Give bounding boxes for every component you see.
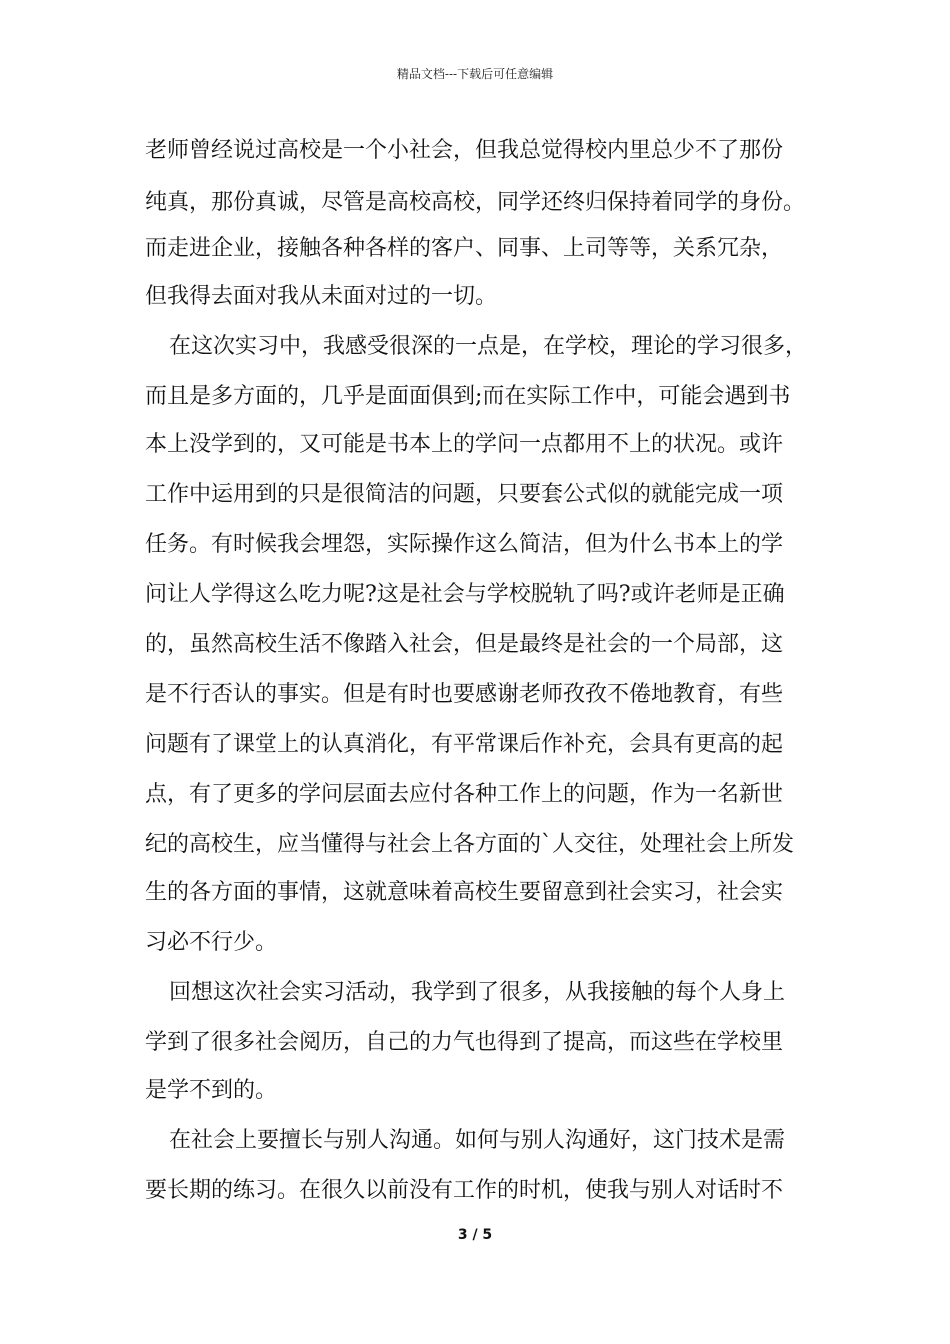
paragraph-2-line-13: 习必不行少。 [145, 930, 278, 955]
paragraph-2-line-3: 本上没学到的，又可能是书本上的学问一点都用不上的状况。或许 [145, 432, 784, 457]
paragraph-1-line-2: 纯真，那份真诚，尽管是高校高校，同学还终归保持着同学的身份。 [145, 190, 806, 215]
paragraph-2-line-11: 纪的高校生，应当懂得与社会上各方面的`人交往，处理社会上所发 [145, 832, 795, 857]
paragraph-2-line-4: 工作中运用到的只是很简洁的问题，只要套公式似的就能完成一项 [145, 482, 784, 507]
paragraph-3-line-3: 是学不到的。 [145, 1078, 278, 1103]
paragraph-2-line-5: 任务。有时候我会埋怨，实际操作这么简洁，但为什么书本上的学 [145, 532, 784, 557]
paragraph-2-line-12: 生的各方面的事情，这就意味着高校生要留意到社会实习，社会实 [145, 880, 784, 905]
paragraph-2-line-6: 问让人学得这么吃力呢?这是社会与学校脱轨了吗?或许老师是正确 [145, 582, 785, 607]
paragraph-2-line-9: 问题有了课堂上的认真消化，有平常课后作补充，会具有更高的起 [145, 732, 784, 757]
paragraph-4-line-2: 要长期的练习。在很久以前没有工作的时机，使我与别人对话时不 [145, 1178, 784, 1203]
page-header: 精品文档---下载后可任意编辑 [396, 67, 554, 81]
paragraph-2-line-2: 而且是多方面的，几乎是面面俱到;而在实际工作中，可能会遇到书 [145, 384, 791, 409]
paragraph-3-line-2: 学到了很多社会阅历，自己的力气也得到了提高，而这些在学校里 [145, 1030, 784, 1055]
paragraph-2-line-7: 的，虽然高校生活不像踏入社会，但是最终是社会的一个局部，这 [145, 632, 784, 657]
paragraph-2-line-1: 在这次实习中，我感受很深的一点是，在学校，理论的学习很多， [169, 334, 808, 359]
paragraph-1-line-3: 而走进企业，接触各种各样的客户、同事、上司等等，关系冗杂， [145, 236, 784, 261]
paragraph-2-line-10: 点，有了更多的学问层面去应付各种工作上的问题，作为一名新世 [145, 782, 784, 807]
paragraph-3-line-1: 回想这次社会实习活动，我学到了很多，从我接触的每个人身上 [169, 980, 786, 1005]
paragraph-4-line-1: 在社会上要擅长与别人沟通。如何与别人沟通好，这门技术是需 [169, 1128, 786, 1153]
page-number: 3 / 5 [457, 1227, 493, 1243]
paragraph-1-line-4: 但我得去面对我从未面对过的一切。 [145, 284, 498, 309]
paragraph-2-line-8: 是不行否认的事实。但是有时也要感谢老师孜孜不倦地教育，有些 [145, 682, 784, 707]
paragraph-1-line-1: 老师曾经说过高校是一个小社会，但我总觉得校内里总少不了那份 [145, 138, 784, 163]
